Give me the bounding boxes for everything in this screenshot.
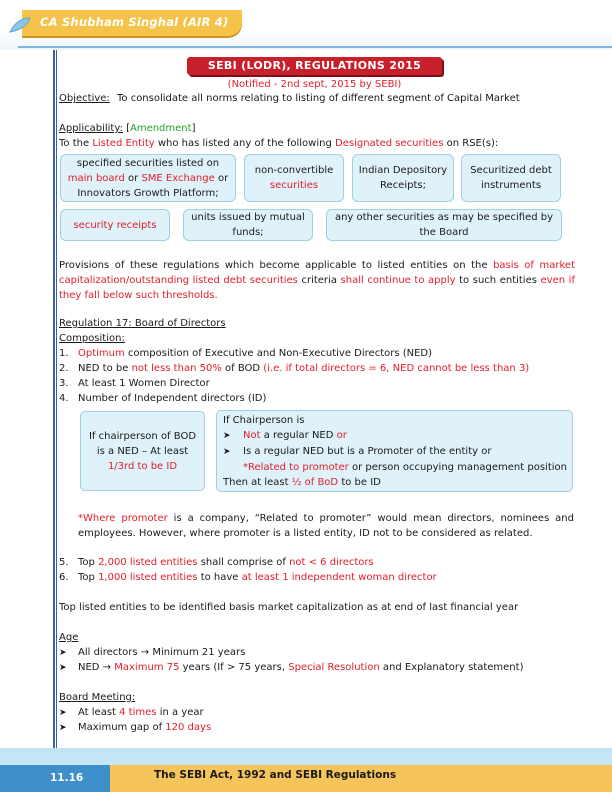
applicability-line <box>59 138 498 149</box>
s1-f: Innovators Growth Platform; <box>77 187 219 199</box>
author-name: CA Shubham Singhal (AIR 4) <box>40 15 229 29</box>
footer-title: The SEBI Act, 1992 and SEBI Regulations <box>154 769 397 781</box>
prov-4: criteria <box>301 275 337 286</box>
s7-b: the Board <box>419 227 469 238</box>
chairperson-other-box <box>216 410 573 492</box>
boxl-3: 1/3rd to be ID <box>107 461 178 472</box>
objective-text: To consolidate all norms relating to listing of different segment of Capital Market <box>116 93 520 104</box>
list-item <box>59 557 374 568</box>
s1-d: SME Exchange <box>141 172 215 184</box>
arrow-icon: ➤ <box>59 648 67 658</box>
item-b: not less than 50% <box>131 363 222 374</box>
boxr-bullet <box>223 428 566 444</box>
s2-b: securities <box>269 180 319 191</box>
item-d: at least 1 independent woman director <box>241 572 437 583</box>
item-a: At least 1 Women Director <box>78 378 210 389</box>
objective-label: Objective: <box>59 93 110 104</box>
age-item <box>59 662 523 673</box>
list-item <box>59 348 432 359</box>
prov-6: to such entities <box>459 275 537 286</box>
s4-a: Securitized debt <box>470 165 552 176</box>
boxr-bullet <box>223 444 566 460</box>
security-pill-mf-units <box>183 209 313 241</box>
security-pill-other <box>326 209 562 241</box>
security-pill-securitized <box>461 154 561 202</box>
item-b: 2,000 listed entities <box>98 557 198 568</box>
s1-e: or <box>217 172 229 184</box>
composition-heading: Composition: <box>59 333 125 344</box>
arrow-icon: ➤ <box>223 431 231 441</box>
item-num: 2. <box>59 363 69 374</box>
header-rule <box>18 46 612 48</box>
list-item <box>59 363 529 374</box>
reg17-heading: Regulation 17: Board of Directors <box>59 318 226 329</box>
designated-securities: Designated securities <box>335 138 444 149</box>
boxr-tc: of BoD <box>304 477 339 488</box>
applicability-heading <box>59 123 195 134</box>
bm-l1b: 4 times <box>119 707 157 718</box>
item-c: to have <box>200 572 239 583</box>
boxr-head: If Chairperson is <box>223 415 305 426</box>
bm-l2b: 120 days <box>165 722 212 733</box>
boxr-b1b: a regular NED <box>263 430 334 441</box>
margin-rule-inner <box>56 50 57 750</box>
item-b: composition of Executive and Non-Executive Directors (NED) <box>127 348 433 359</box>
margin-rule <box>53 50 55 750</box>
list-item <box>59 572 437 583</box>
security-pill-ncs <box>244 154 344 202</box>
prov-7: even <box>540 275 566 286</box>
item-num: 6. <box>59 572 69 583</box>
item-a: Number of Independent directors (ID) <box>78 393 267 404</box>
note-b: promoter <box>121 513 168 524</box>
note-a: *Where <box>78 513 116 524</box>
prov-3: capitalization/outstanding listed debt securities <box>59 275 298 286</box>
item-a: Top <box>78 572 95 583</box>
note-d: employees. However, where promoter is a listed entity, ID not to be considered as related. <box>78 528 533 539</box>
boxr-b1c: or <box>336 430 347 441</box>
board-meeting-heading: Board Meeting: <box>59 692 136 703</box>
item-num: 1. <box>59 348 69 359</box>
list-item <box>59 378 210 389</box>
s1-b: main board <box>67 172 125 184</box>
age-l2e: and Explanatory statement) <box>382 662 524 673</box>
boxl-1: If chairperson of BOD <box>88 431 197 442</box>
item-c: of BOD <box>225 363 261 374</box>
item-d: (i.e. if total directors = 6, NED cannot be less than 3) <box>263 363 530 374</box>
age-l2d: Special Resolution <box>288 662 380 673</box>
security-pill-receipts <box>60 209 170 241</box>
arrow-icon: ➤ <box>59 708 67 718</box>
item-d: not < 6 directors <box>289 557 374 568</box>
item-a: NED to be <box>78 363 129 374</box>
bm-l2a: Maximum gap of <box>78 722 163 733</box>
bracket-open: [ <box>126 123 130 134</box>
applicability-label: Applicability: <box>59 123 123 134</box>
note-c: is a company, “Related to promoter” would mean directors, nominees and <box>173 513 574 524</box>
boxl-2: is a NED – At least <box>96 446 189 457</box>
arrow-icon: ➤ <box>223 447 231 457</box>
listed-entity: Listed Entity <box>92 138 155 149</box>
s3-b: Receipts; <box>380 180 426 191</box>
boxr-b1a: Not <box>243 430 261 441</box>
page-title-box <box>187 57 442 75</box>
item-num: 3. <box>59 378 69 389</box>
security-pill-specified <box>60 154 236 202</box>
amendment-tag: Amendment <box>129 123 192 134</box>
app-mid: who has listed any of the following <box>157 138 332 149</box>
age-l2c: years (If > 75 years, <box>182 662 286 673</box>
top-listed-note: Top listed entities to be identified basis market capitalization as at end of last financial year <box>59 602 519 613</box>
arrow-icon: ➤ <box>59 723 67 733</box>
age-l1: All directors → Minimum 21 years <box>78 647 246 658</box>
list-item <box>59 393 266 404</box>
age-item <box>59 647 245 658</box>
s6-a: units issued by mutual <box>191 212 305 223</box>
boxr-tail <box>223 475 566 490</box>
arrow-icon: ➤ <box>59 663 67 673</box>
item-num: 4. <box>59 393 69 404</box>
age-l2a: NED → <box>78 662 112 673</box>
s4-b: instruments <box>480 180 542 191</box>
page-title: SEBI (LODR), REGULATIONS 2015 <box>207 59 422 72</box>
boxr-line <box>223 460 566 475</box>
item-c: shall comprise of <box>200 557 286 568</box>
s2-a: non-convertible <box>254 165 334 176</box>
boxr-tb: ½ <box>291 477 302 488</box>
s6-b: funds; <box>232 227 264 238</box>
app-post: on RSE(s): <box>446 138 499 149</box>
boxr-td: to be ID <box>341 477 381 488</box>
boxr-b2: Is a regular NED but is a Promoter of the entity or <box>243 446 492 457</box>
provisions-paragraph <box>59 258 575 303</box>
s7-a: any other securities as may be specified by <box>334 212 554 223</box>
age-heading: Age <box>59 632 79 643</box>
page-number: 11.16 <box>50 772 84 784</box>
prov-5: shall continue to apply <box>340 275 456 286</box>
item-b: 1,000 listed entities <box>98 572 198 583</box>
leaf-icon <box>8 16 32 34</box>
prov-8: if they fall below such thresholds. <box>59 275 575 301</box>
app-pre: To the <box>59 138 90 149</box>
s1-c: or <box>128 172 139 184</box>
bm-l1a: At least <box>78 707 116 718</box>
boxr-b3b: or person occupying management position <box>351 462 567 473</box>
board-item <box>59 722 211 733</box>
item-a: Top <box>78 557 95 568</box>
chairperson-ned-box <box>80 411 205 491</box>
notified-note: (Notified - 2nd sept, 2015 by SEBI) <box>227 79 402 90</box>
prov-1: Provisions of these regulations which become applicable to listed entities on the <box>59 260 488 271</box>
prov-2: basis of market <box>493 260 575 271</box>
boxr-b3a: *Related to promoter <box>243 462 349 473</box>
item-a: Optimum <box>78 348 125 359</box>
s1-a: specified securities listed on <box>76 157 220 169</box>
bracket-close: ] <box>191 123 196 134</box>
item-num: 5. <box>59 557 69 568</box>
board-item <box>59 707 204 718</box>
promoter-note <box>78 511 574 541</box>
s5: security receipts <box>73 219 157 231</box>
age-l2b: Maximum 75 <box>114 662 180 673</box>
bm-l1c: in a year <box>159 707 204 718</box>
objective-line <box>59 93 520 104</box>
boxr-ta: Then at least <box>223 477 289 488</box>
s3-a: Indian Depository <box>358 165 448 176</box>
security-pill-idr <box>352 154 454 202</box>
